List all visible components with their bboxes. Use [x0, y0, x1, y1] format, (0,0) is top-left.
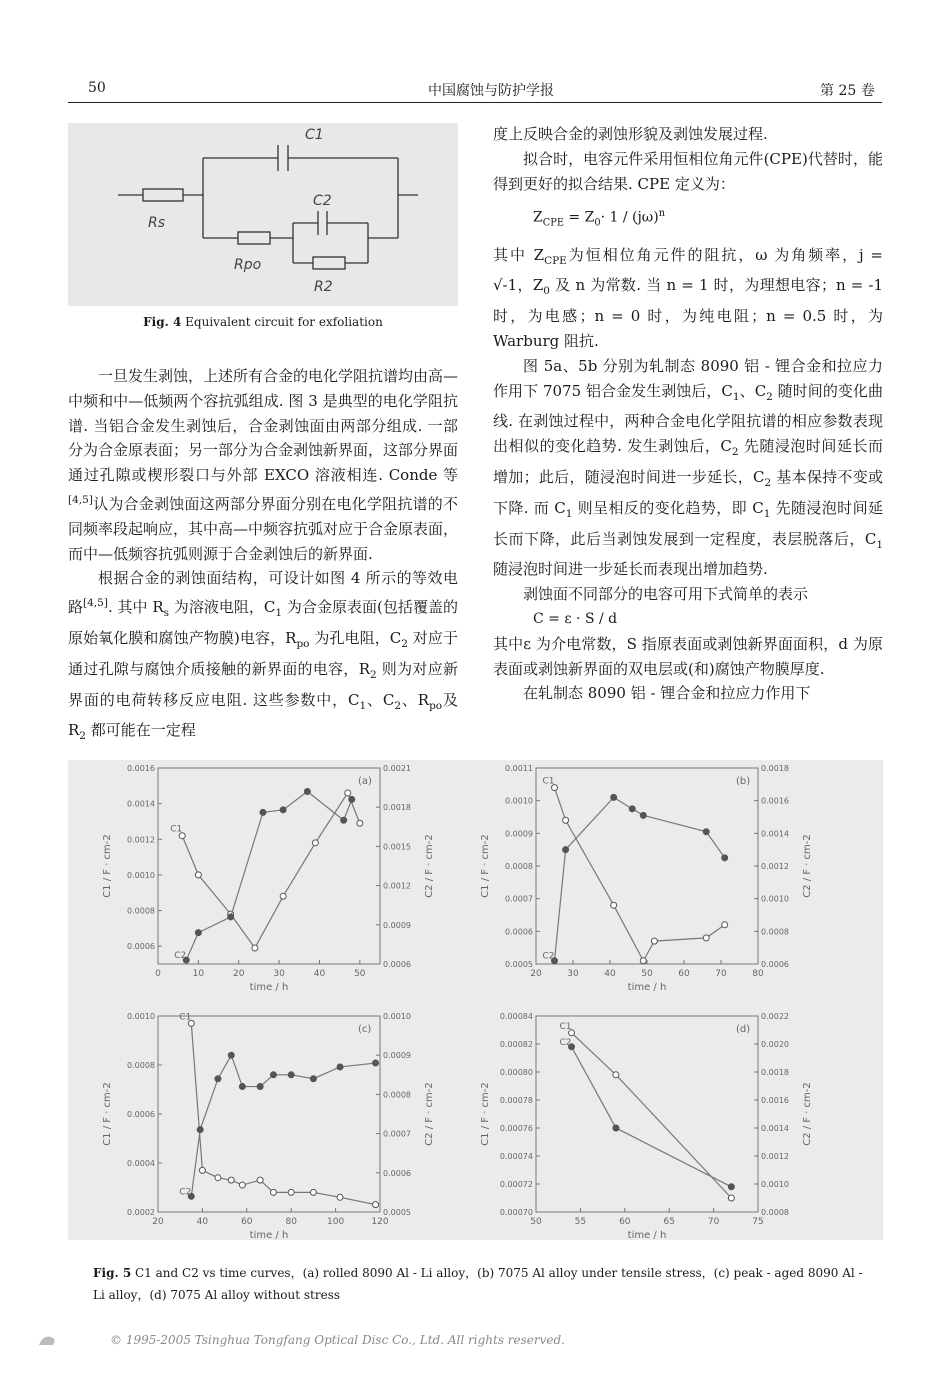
data-point-c2: [703, 829, 709, 835]
series-line-c2: [186, 792, 351, 961]
right-paragraph-4: 剥蚀面不同部分的电容可用下式简单的表示: [523, 585, 809, 604]
y-tick-label: 0.0016: [127, 764, 155, 773]
data-point-c2: [280, 807, 286, 813]
right-paragraph-0: 度上反映合金的剥蚀形貌及剥蚀发展过程.: [493, 125, 768, 143]
x-axis-label: time / h: [627, 982, 667, 993]
data-point-c2: [215, 1076, 221, 1082]
label-c1: C1: [305, 127, 324, 143]
y-tick-label: 0.00078: [499, 1096, 533, 1105]
fig5-caption-label: Fig. 5: [93, 1266, 132, 1280]
y2-tick-label: 0.0012: [761, 1152, 789, 1161]
data-point-c2: [722, 855, 728, 861]
y-tick-label: 0.0006: [505, 927, 533, 937]
y-tick-label: 0.0012: [127, 835, 155, 845]
y2-tick-label: 0.0012: [761, 862, 789, 871]
series-label-c1: C1: [559, 1021, 572, 1032]
data-point-c1: [613, 1072, 619, 1078]
x-tick-label: 80: [285, 1217, 297, 1227]
data-point-c2: [341, 817, 347, 823]
data-point-c2: [349, 796, 355, 802]
series-line-c2: [572, 1047, 732, 1187]
copyright-footer: © 1995-2005 Tsinghua Tongfang Optical Disc Co., Ltd. All rights reserved.: [110, 1333, 565, 1347]
y-tick-label: 0.00074: [499, 1152, 533, 1161]
data-point-c1: [337, 1194, 343, 1200]
data-point-c1: [288, 1189, 294, 1195]
data-point-c2: [197, 1127, 203, 1133]
series-label-c2: C2: [174, 951, 187, 962]
y-tick-label: 0.00084: [499, 1012, 533, 1021]
y-tick-label: 0.00076: [499, 1124, 533, 1133]
data-point-c2: [270, 1072, 276, 1078]
x-axis-label: time / h: [249, 1230, 289, 1240]
y2-axis-label: C2 / F · cm-2: [802, 1082, 813, 1146]
data-point-c1: [563, 817, 569, 823]
y2-tick-label: 0.0018: [383, 803, 411, 813]
data-point-c2: [629, 806, 635, 812]
data-point-c2: [640, 812, 646, 818]
x-tick-label: 0: [155, 969, 161, 979]
figure-5-svg: [68, 760, 883, 1240]
right-paragraph-6: 在轧制态 8090 铝 - 锂合金和拉应力作用下: [523, 684, 811, 703]
panel-label: (b): [736, 776, 751, 787]
fig5-caption-text: C1 and C2 vs time curves，(a) rolled 8090 Al - Li alloy，(b) 7075 Al alloy under tensile stress，(c) peak - aged 8090 Al - Li alloy，(d) 7075 Al alloy without stress: [93, 1266, 863, 1302]
panel-frame: [158, 1016, 380, 1212]
label-c2: C2: [313, 193, 332, 209]
data-point-c1: [239, 1182, 245, 1188]
right-column: [493, 122, 883, 706]
data-point-c2: [304, 789, 310, 795]
panel-label: (a): [358, 776, 372, 787]
data-point-c2: [611, 794, 617, 800]
y-axis-label: C1 / F · cm-2: [102, 834, 113, 898]
x-tick-label: 50: [354, 969, 366, 979]
data-point-c2: [337, 1064, 343, 1070]
y-axis-label: C1 / F · cm-2: [480, 834, 491, 898]
x-tick-label: 75: [752, 1217, 764, 1227]
data-point-c1: [195, 872, 201, 878]
y2-tick-label: 0.0014: [761, 1124, 789, 1133]
circuit-diagram: [68, 123, 458, 306]
x-tick-label: 20: [530, 969, 542, 979]
data-point-c2: [228, 914, 234, 920]
y-tick-label: 0.0004: [127, 1159, 155, 1168]
y2-tick-label: 0.0020: [761, 1040, 789, 1049]
y-tick-label: 0.0005: [505, 960, 533, 969]
y-tick-label: 0.0008: [127, 1061, 155, 1070]
data-point-c2: [260, 809, 266, 815]
data-point-c1: [357, 820, 363, 826]
y2-axis-label: C2 / F · cm-2: [424, 834, 435, 898]
y2-axis-label: C2 / F · cm-2: [802, 834, 813, 898]
right-paragraph-1: 拟合时，电容元件采用恒相位角元件(CPE)代替时，能得到更好的拟合结果. CPE 定义为：: [493, 149, 883, 193]
x-tick-label: 40: [313, 969, 326, 979]
y2-tick-label: 0.0006: [383, 1168, 411, 1178]
data-point-c2: [288, 1072, 294, 1078]
running-header: [68, 80, 882, 102]
data-point-c2: [563, 847, 569, 853]
x-tick-label: 60: [619, 1217, 631, 1227]
y2-tick-label: 0.0007: [383, 1129, 411, 1139]
series-label-c1: C1: [179, 1012, 192, 1023]
label-rs: Rs: [148, 215, 166, 231]
page-number: 50: [88, 80, 106, 96]
volume-label: 第 25 卷: [820, 83, 875, 99]
data-point-c2: [728, 1184, 734, 1190]
y2-tick-label: 0.0010: [383, 1012, 411, 1021]
y-axis-label: C1 / F · cm-2: [480, 1082, 491, 1146]
data-point-c1: [373, 1202, 379, 1208]
x-tick-label: 50: [530, 1217, 542, 1227]
data-point-c2: [228, 1052, 234, 1058]
data-point-c1: [310, 1189, 316, 1195]
y2-axis-label: C2 / F · cm-2: [424, 1082, 435, 1146]
x-tick-label: 10: [192, 969, 205, 979]
data-point-c1: [651, 938, 657, 944]
label-r2: R2: [314, 279, 333, 295]
y2-tick-label: 0.0005: [383, 1208, 411, 1217]
y2-tick-label: 0.0010: [761, 894, 789, 904]
x-tick-label: 80: [752, 969, 764, 979]
y2-tick-label: 0.0006: [761, 960, 789, 969]
series-label-c1: C1: [170, 824, 183, 835]
right-paragraph-5: 其中ε 为介电常数，S 指原表面或剥蚀新界面面积，d 为原表面或剥蚀新界面的双电层或(和)腐蚀产物膜厚度.: [493, 634, 883, 678]
x-tick-label: 65: [663, 1217, 675, 1227]
y2-tick-label: 0.0018: [761, 1068, 789, 1077]
y2-tick-label: 0.0006: [383, 960, 411, 969]
header-rule: [68, 102, 882, 103]
x-tick-label: 20: [233, 969, 245, 979]
y2-tick-label: 0.0008: [761, 1208, 789, 1217]
fig4-caption-label: Fig. 4: [143, 315, 182, 329]
y-tick-label: 0.00070: [499, 1208, 533, 1217]
data-point-c1: [257, 1177, 263, 1183]
panel-label: (d): [736, 1024, 751, 1035]
x-tick-label: 120: [371, 1217, 389, 1227]
y2-tick-label: 0.0021: [383, 764, 411, 773]
figure-5-charts: [68, 760, 883, 1240]
series-label-c2: C2: [179, 1187, 192, 1198]
data-point-c1: [228, 1177, 234, 1183]
y-tick-label: 0.0002: [127, 1208, 155, 1217]
y-tick-label: 0.00080: [499, 1068, 533, 1077]
data-point-c2: [239, 1084, 245, 1090]
panel-label: (c): [358, 1024, 372, 1035]
data-point-c2: [257, 1084, 263, 1090]
series-line-c1: [572, 1033, 732, 1198]
publisher-logo-icon: [35, 1333, 61, 1349]
data-point-c2: [613, 1125, 619, 1131]
x-tick-label: 30: [273, 969, 285, 979]
x-tick-label: 60: [678, 969, 690, 979]
data-point-c2: [373, 1060, 379, 1066]
y2-tick-label: 0.0022: [761, 1012, 789, 1021]
label-rpo: Rpo: [234, 257, 262, 273]
y-tick-label: 0.0010: [505, 796, 533, 806]
y-tick-label: 0.0006: [127, 942, 155, 952]
data-point-c2: [310, 1076, 316, 1082]
x-tick-label: 50: [641, 969, 653, 979]
figure-4-circuit: [68, 123, 458, 306]
data-point-c1: [345, 790, 351, 796]
data-point-c1: [728, 1195, 734, 1201]
y-tick-label: 0.0008: [505, 862, 533, 871]
data-point-c1: [640, 958, 646, 964]
data-point-c1: [703, 935, 709, 941]
y-axis-label: C1 / F · cm-2: [102, 1082, 113, 1146]
y2-tick-label: 0.0009: [383, 920, 411, 930]
data-point-c1: [312, 840, 318, 846]
y2-tick-label: 0.0016: [761, 796, 789, 806]
y2-tick-label: 0.0008: [383, 1090, 411, 1100]
y-tick-label: 0.0011: [505, 764, 533, 773]
data-point-c1: [215, 1175, 221, 1181]
data-point-c1: [722, 922, 728, 928]
y2-tick-label: 0.0009: [383, 1051, 411, 1061]
journal-title: 中国腐蚀与防护学报: [428, 83, 554, 99]
y2-tick-label: 0.0015: [383, 842, 411, 852]
x-tick-label: 100: [327, 1217, 345, 1227]
figure-5-caption: [93, 1262, 873, 1306]
x-tick-label: 30: [567, 969, 579, 979]
x-tick-label: 70: [707, 1217, 720, 1227]
data-point-c1: [611, 902, 617, 908]
x-tick-label: 60: [241, 1217, 253, 1227]
y-tick-label: 0.0010: [127, 1012, 155, 1021]
y-tick-label: 0.0008: [127, 906, 155, 916]
x-tick-label: 70: [715, 969, 727, 979]
x-tick-label: 40: [196, 1217, 209, 1227]
y2-tick-label: 0.0012: [383, 881, 411, 891]
y-tick-label: 0.0010: [127, 870, 155, 880]
series-label-c2: C2: [542, 951, 555, 962]
right-paragraph-3: 图 5a、5b 分别为轧制态 8090 铝 - 锂合金和拉应力作用下 7075 铝合金发生剥蚀后，$C_1$、$C_2$ 随时间的变化曲线. 在剥蚀过程中，两种合金电化学阻抗谱的相应参数表现出相似的变化趋势. 发生剥蚀后，$C_2$ 先随浸泡时间延长而增加；此后，随浸泡时间进一步延长，$C_2$ 基本保持不变或下降. 而 $C_1$ 则呈相反的变化趋势，即 $C_1$ 先随浸泡时间延长而下降，此后当剥蚀发展到一定程度，表层脱落后，$C_1$ 随浸泡时间进一步延长而表现出增加趋势.: [493, 356, 883, 579]
y-tick-label: 0.0006: [127, 1110, 155, 1119]
panel-frame: [536, 768, 758, 964]
y-tick-label: 0.0007: [505, 894, 533, 904]
data-point-c2: [195, 930, 201, 936]
x-tick-label: 55: [574, 1217, 587, 1227]
fig4-caption-text: Equivalent circuit for exfoliation: [181, 315, 383, 329]
data-point-c1: [280, 893, 286, 899]
series-label-c1: C1: [542, 776, 555, 787]
data-point-c1: [252, 945, 258, 951]
series-line-c1: [182, 793, 360, 948]
series-line-c2: [555, 797, 725, 960]
y2-tick-label: 0.0014: [761, 829, 789, 839]
x-axis-label: time / h: [249, 982, 289, 993]
data-point-c1: [199, 1167, 205, 1173]
y-tick-label: 0.00082: [499, 1040, 533, 1049]
right-paragraph-2: 其中 $Z_{CPE}$为恒相位角元件的阻抗，ω 为角频率，j = √-1，$Z_0$ 及 n 为常数. 当 n = 1 时，为理想电容；n = -1 时，为电感；n = 0 时，为纯电阻；n = 0.5 时，为 Warburg 阻抗.: [493, 245, 883, 351]
series-label-c2: C2: [559, 1037, 572, 1048]
x-tick-label: 40: [604, 969, 616, 979]
y2-tick-label: 0.0018: [761, 764, 789, 773]
panel-frame: [158, 768, 380, 964]
left-column: [68, 364, 458, 749]
left-paragraph-2: 根据合金的剥蚀面结构，可设计如图 4 所示的等效电路[4,5]. 其中 $R_s$ 为溶液电阻，$C_1$ 为合金原表面(包括覆盖的原始氧化膜和腐蚀产物膜)电容，$R_{po}$ 为孔电阻，$C_2$ 对应于通过孔隙与腐蚀介质接触的新界面的电容，$R_2$ 则为对应新界面的电荷转移反应电阻. 这些参数中，$C_1$、$C_2$、$R_{po}$及 $R_2$ 都可能在一定程: [68, 569, 458, 743]
x-axis-label: time / h: [627, 1230, 667, 1240]
cpe-formula: $Z_{CPE} = Z_0\cdot 1 / (j\omega)^n$: [533, 208, 665, 229]
capacitance-formula: C = ε · S / d: [533, 611, 618, 627]
y-tick-label: 0.0014: [127, 799, 155, 809]
y-tick-label: 0.0009: [505, 829, 533, 839]
y2-tick-label: 0.0008: [761, 927, 789, 937]
x-tick-label: 20: [152, 1217, 164, 1227]
data-point-c1: [270, 1189, 276, 1195]
y-tick-label: 0.00072: [499, 1180, 533, 1189]
y2-tick-label: 0.0010: [761, 1180, 789, 1189]
left-paragraph-1: 一旦发生剥蚀，上述所有合金的电化学阻抗谱均由高—中频和中—低频两个容抗弧组成. 图 3 是典型的电化学阻抗谱. 当铝合金发生剥蚀后，合金剥蚀面由两部分组成. 一部分为合金原表面；另一部分为合金剥蚀新界面，这部分界面通过孔隙或楔形裂口与外部 EXCO 溶液相连. Conde 等[4,5]认为合金剥蚀面这两部分界面分别在电化学阻抗谱的不同频率段起响应，其中高—中频容抗弧对应于合金原表面，而中—低频容抗弧则源于合金剥蚀后的新界面.: [68, 367, 459, 563]
y2-tick-label: 0.0016: [761, 1096, 789, 1105]
figure-4-caption: [68, 315, 458, 329]
